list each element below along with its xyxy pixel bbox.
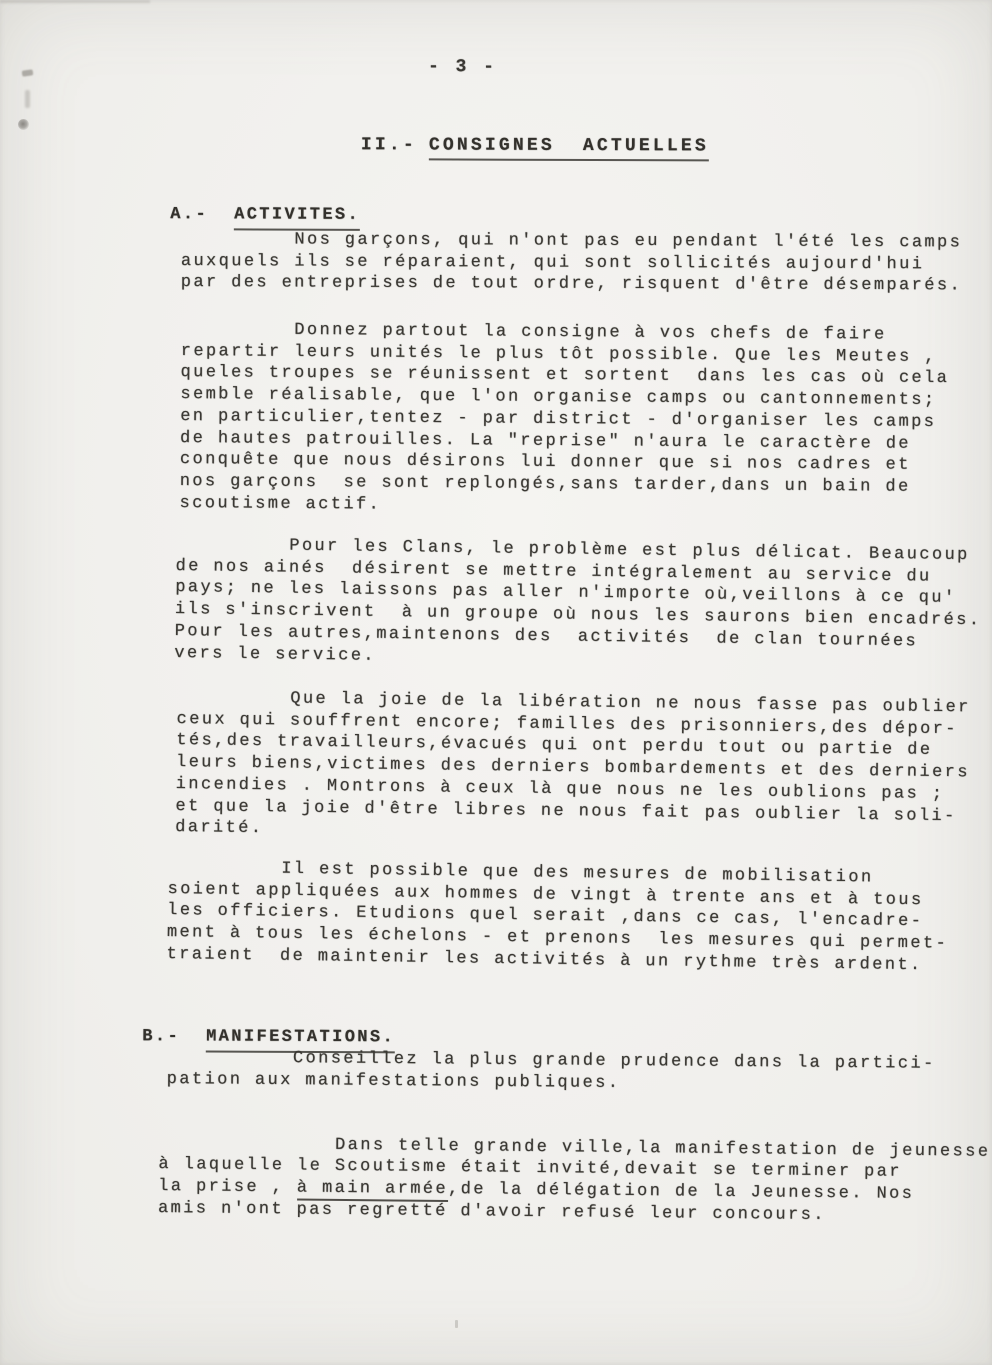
paragraph-activites-5: Il est possible que des mesures de mobilisation soient appliquées aux hommes de vingt à trente ans et à tous les officiers. Etudions quel serait ,dans ce cas, l'encadre- ment à tous les échelons - et prenons les mesures qui permet- traient de maintenir les activités à un rythme très ardent. [166,857,949,976]
page-number: - 3 - [427,57,498,78]
paragraph-activites-2: Donnez partout la consigne à vos chefs de faire repartir leurs unités le plus tôt possible. Que les Meutes , queles troupes se réunissent et sortent dans les cas où cela semble réalisable, que l'on organise camps ou cantonnements; en particulier,tentez - par district - d'organiser les camps de hautes patrouilles. La "reprise" n'aura le caractère de conquête que nous désirons lui donner que si nos cadres et nos garçons se sont replongés,sans tarder,dans un bain de scoutisme actif. [179,319,950,515]
scan-artifact [25,90,30,108]
scan-artifact [0,0,150,3]
paragraph-manifestations-1: Conseillez la plus grande prudence dans la partici- pation aux manifestations publiques. [166,1048,936,1093]
paragraph-text-before: Dans telle grande ville,la manifestation de jeunesse à laquelle le Scoutisme était invité,devait se terminer par la prise , [158,1134,991,1198]
scan-artifact [22,69,34,76]
paragraph-text-after: ,de la délégation de la Jeunesse. Nos amis n'ont pas regretté d'avoir refusé leur concours. [157,1180,915,1225]
subsection-a-label: A.- [170,204,209,225]
scan-artifact [18,119,29,130]
paragraph-activites-4: Que la joie de la libération ne nous fasse pas oublier ceux qui souffrent encore; familles des prisonniers,des dépor- tés,des travailleurs,évacués qui ont perdu tout ou partie de leurs biens,victimes des derniers bombardements et des derniers incendies . Montrons à ceux là que nous ne les oublions pas ; et que la joie d'être libres ne nous fait pas oublier la soli- darité. [175,687,971,839]
scan-artifact [455,1320,458,1328]
paragraph-manifestations-2 [158,1111,992,1250]
paragraph-activites-3: Pour les Clans, le problème est plus délicat. Beaucoup de nos ainés désirent se mettre intégralement au service du pays; ne les laissons pas aller n'importe où,veillons à ce qu' ils s'inscrivent à un groupe où nous les saurons bien encadrés. Pour les autres,maintenons des activités de clan tournées vers le service. [174,534,982,666]
section-title [305,113,709,180]
subsection-a-heading: ACTIVITES. [234,204,360,231]
underlined-phrase: à main armée [297,1179,448,1203]
section-title-numeral: II.- [360,134,417,156]
subsection-b-heading: MANIFESTATIONS. [206,1026,395,1054]
subsection-b-label: B.- [142,1026,181,1047]
section-title-text: CONSIGNES ACTUELLES [429,135,709,161]
paragraph-activites-1: Nos garçons, qui n'ont pas eu pendant l'été les camps auxquels ils se réparaient, qui sont sollicités aujourd'hui par des entreprises de tout ordre, risquent d'être désemparés. [180,229,963,296]
